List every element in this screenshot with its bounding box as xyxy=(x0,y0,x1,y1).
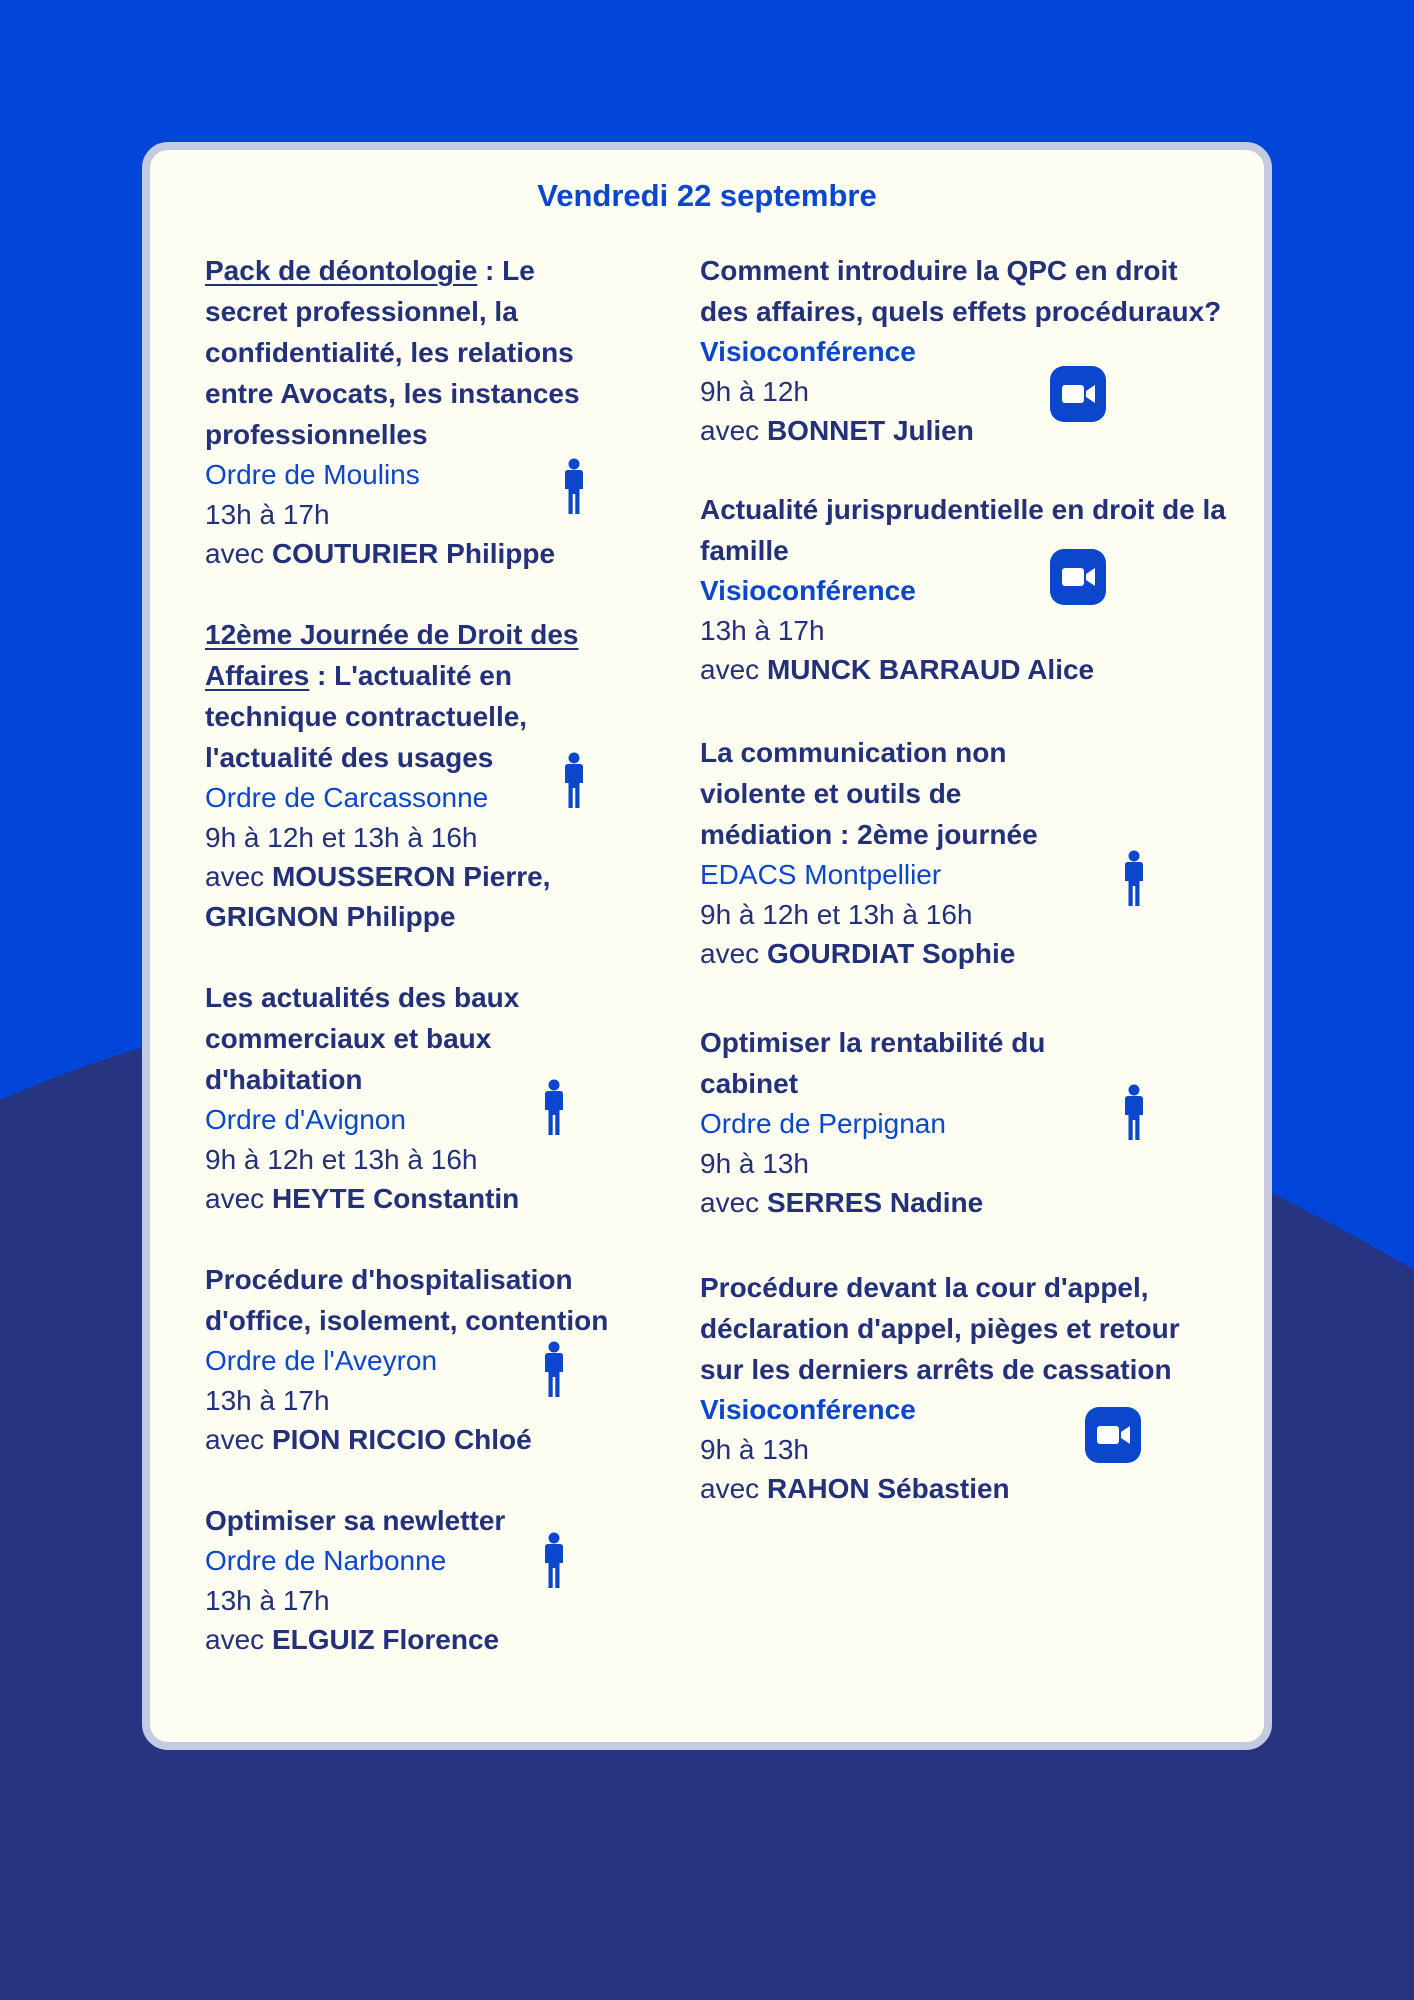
event-item xyxy=(700,489,1230,690)
event-time: 13h à 17h xyxy=(205,499,330,530)
event-title xyxy=(205,250,625,455)
event-location: Visioconférence xyxy=(700,336,916,367)
event-time: 13h à 17h xyxy=(205,1385,330,1416)
person-icon xyxy=(540,1532,568,1588)
person-icon xyxy=(540,1341,568,1397)
event-time: 13h à 17h xyxy=(205,1585,330,1616)
event-time: 9h à 12h et 13h à 16h xyxy=(205,1144,478,1175)
event-speakers-line xyxy=(700,1183,1230,1223)
event-speakers: BONNET Julien xyxy=(766,415,974,446)
event-speakers: MOUSSERON Pierre, GRIGNON Philippe xyxy=(205,861,551,932)
person-icon xyxy=(1120,850,1148,906)
event-location: Ordre de Narbonne xyxy=(205,1545,447,1576)
with-label: avec xyxy=(205,1424,265,1455)
person-icon xyxy=(1120,1084,1148,1140)
event-speakers: SERRES Nadine xyxy=(766,1187,984,1218)
event-speakers: GOURDIAT Sophie xyxy=(766,938,1016,969)
event-speakers-line xyxy=(700,1469,1230,1509)
event-speakers-line xyxy=(205,857,625,937)
with-label: avec xyxy=(205,1183,265,1214)
event-speakers: ELGUIZ Florence xyxy=(271,1624,500,1655)
event-location: Visioconférence xyxy=(700,575,916,606)
event-location: Ordre de Moulins xyxy=(205,459,420,490)
event-location: Ordre de l'Aveyron xyxy=(205,1345,438,1376)
with-label: avec xyxy=(700,415,760,446)
event-location: Ordre de Perpignan xyxy=(700,1108,946,1139)
event-title-rest: : L'actualité en technique contractuelle, l'actualité des usages xyxy=(205,660,528,773)
event-time: 9h à 13h xyxy=(700,1434,809,1465)
video-camera-icon xyxy=(1085,1407,1141,1463)
event-title: Procédure d'hospitalisation d'office, isolement, contention xyxy=(205,1264,609,1336)
event-item xyxy=(205,1259,625,1460)
event-speakers-line xyxy=(205,1620,625,1660)
event-time: 9h à 12h xyxy=(700,376,809,407)
event-title: Actualité jurisprudentielle en droit de la famille xyxy=(700,494,1226,566)
person-icon xyxy=(560,752,588,808)
event-location: Visioconférence xyxy=(700,1394,916,1425)
event-item xyxy=(205,1500,625,1660)
event-title: Comment introduire la QPC en droit des affaires, quels effets procéduraux? xyxy=(700,255,1222,327)
day-title: Vendredi 22 septembre xyxy=(537,178,877,213)
with-label: avec xyxy=(700,1187,760,1218)
event-speakers: RAHON Sébastien xyxy=(766,1473,1010,1504)
event-title: Procédure devant la cour d'appel, déclaration d'appel, pièges et retour sur les derniers arrêts de cassation xyxy=(700,1272,1180,1385)
event-item xyxy=(205,977,625,1219)
event-item xyxy=(700,250,1230,451)
event-item xyxy=(700,732,1230,974)
with-label: avec xyxy=(205,538,265,569)
with-label: avec xyxy=(700,938,760,969)
event-speakers-line xyxy=(700,934,1230,974)
video-camera-icon xyxy=(1050,549,1106,605)
schedule-card xyxy=(142,142,1272,1750)
video-camera-icon xyxy=(1050,366,1106,422)
event-title-rest: : Le secret professionnel, la confidentialité, les relations entre Avocats, les instances professionnelles xyxy=(205,255,580,450)
event-speakers-line xyxy=(205,1179,625,1219)
person-icon xyxy=(560,458,588,514)
event-speakers-line xyxy=(700,411,1230,451)
event-item xyxy=(700,1022,1230,1223)
event-time: 9h à 12h et 13h à 16h xyxy=(205,822,478,853)
event-speakers: COUTURIER Philippe xyxy=(271,538,556,569)
event-title: Optimiser sa newletter xyxy=(205,1505,506,1536)
event-time: 9h à 13h xyxy=(700,1148,809,1179)
event-location: Ordre de Carcassonne xyxy=(205,782,489,813)
with-label: avec xyxy=(205,1624,265,1655)
event-location: Ordre d'Avignon xyxy=(205,1104,406,1135)
event-title: Optimiser la rentabilité du cabinet xyxy=(700,1027,1046,1099)
event-title: La communication non violente et outils de médiation : 2ème journée xyxy=(700,737,1038,850)
event-item xyxy=(205,250,625,574)
event-speakers: PION RICCIO Chloé xyxy=(271,1424,532,1455)
with-label: avec xyxy=(700,1473,760,1504)
event-speakers: MUNCK BARRAUD Alice xyxy=(766,654,1095,685)
with-label: avec xyxy=(205,861,265,892)
event-time: 13h à 17h xyxy=(700,615,825,646)
event-title-underlined: Pack de déontologie xyxy=(205,255,478,286)
event-speakers-line xyxy=(205,534,625,574)
event-speakers: HEYTE Constantin xyxy=(271,1183,520,1214)
event-item xyxy=(700,1267,1230,1509)
right-column xyxy=(700,250,1230,1509)
event-title: Les actualités des baux commerciaux et baux d'habitation xyxy=(205,982,520,1095)
person-icon xyxy=(540,1079,568,1135)
with-label: avec xyxy=(700,654,760,685)
event-time: 9h à 12h et 13h à 16h xyxy=(700,899,973,930)
event-speakers-line xyxy=(700,650,1230,690)
left-column xyxy=(205,250,625,1660)
event-title-underlined: 12ème Journée de Droit des Affaires xyxy=(205,619,579,691)
event-speakers-line xyxy=(205,1420,625,1460)
event-location: EDACS Montpellier xyxy=(700,859,942,890)
event-item xyxy=(205,614,625,937)
